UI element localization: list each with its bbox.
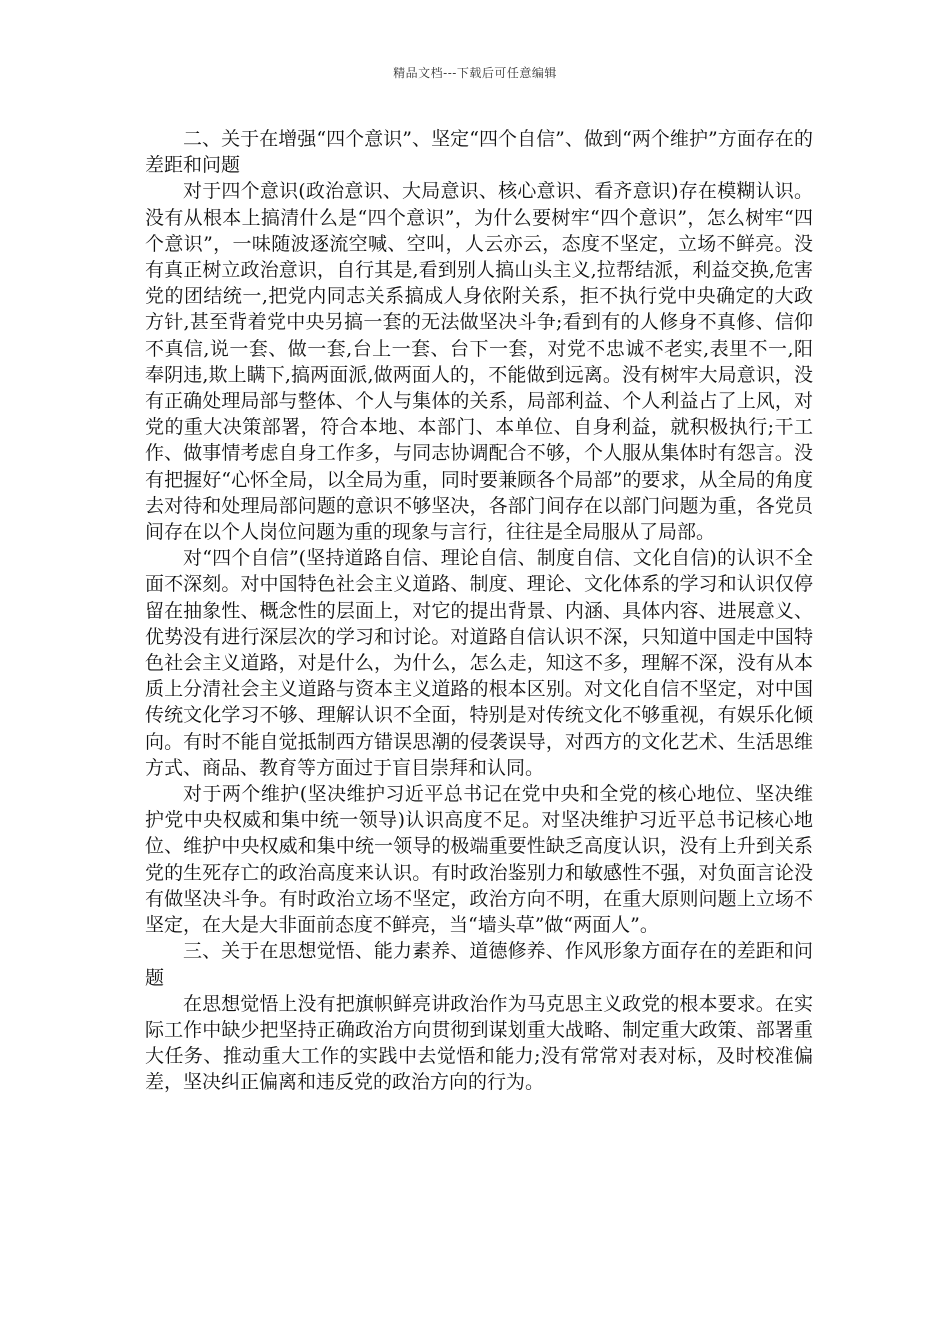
page-header-watermark: 精品文档---下载后可任意编辑 [393,66,557,80]
section-heading-three: 三、关于在思想觉悟、能力素养、道德修养、作风形象方面存在的差距和问题 [145,940,813,989]
paragraph-ideological-awareness: 在思想觉悟上没有把旗帜鲜亮讲政治作为马克思主义政党的根本要求。在实际工作中缺少把坚持正确政治方向贯彻到谋划重大战略、制定重大政策、部署重大任务、推动重大工作的实践中去觉悟和能力;没有常常对表对标，及时校准偏差，坚决纠正偏离和违反党的政治方向的行为。 [145,992,813,1094]
paragraph-four-confidences: 对“四个自信”(坚持道路自信、理论自信、制度自信、文化自信)的认识不全面不深刻。对中国特色社会主义道路、制度、理论、文化体系的学习和认识仅停留在抽象性、概念性的层面上，对它的提出背景、内涵、具体内容、进展意义、优势没有进行深层次的学习和讨论。对道路自信认识不深，只知道中国走中国特色社会主义道路，对是什么，为什么，怎么走，知这不多，理解不深，没有从本质上分清社会主义道路与资本主义道路的根本区别。对文化自信不坚定，对中国传统文化学习不够、理解认识不全面，特别是对传统文化不够重视，有娱乐化倾向。有时不能自觉抵制西方错误思潮的侵袭误导，对西方的文化艺术、生活思维方式、商品、教育等方面过于盲目崇拜和认同。 [145,547,813,779]
paragraph-four-consciousness: 对于四个意识(政治意识、大局意识、核心意识、看齐意识)存在模糊认识。没有从根本上搞清什么是“四个意识”，为什么要树牢“四个意识”，怎么树牢“四个意识”，一味随波逐流空喊、空叫，人云亦云，态度不坚定，立场不鲜亮。没有真正树立政治意识，自行其是,看到别人搞山头主义,拉帮结派，利益交换,危害党的团结统一,把党内同志关系搞成人身依附关系，拒不执行党中央确定的大政方针,甚至背着党中央另搞一套的无法做坚决斗争;看到有的人修身不真修、信仰不真信,说一套、做一套,台上一套、台下一套，对党不忠诚不老实,表里不一,阳奉阴违,欺上瞒下,搞两面派,做两面人的，不能做到远离。没有树牢大局意识，没有正确处理局部与整体、个人与集体的关系，局部利益、个人利益占了上风，对党的重大决策部署，符合本地、本部门、本单位、自身利益，就积极执行;干工作、做事情考虑自身工作多，与同志协调配合不够，个人服从集体时有怨言。没有把握好“心怀全局，以全局为重，同时要兼顾各个局部”的要求，从全局的角度去对待和处理局部问题的意识不够坚决，各部门间存在以部门问题为重，各党员间存在以个人岗位问题为重的现象与言行，往往是全局服从了局部。 [145,180,813,544]
document-body [145,126,813,1096]
paragraph-two-safeguards: 对于两个维护(坚决维护习近平总书记在党中央和全党的核心地位、坚决维护党中央权威和集中统一领导)认识高度不足。对坚决维护习近平总书记核心地位、维护中央权威和集中统一领导的极端重要性缺乏高度认识，没有上升到关系党的生死存亡的政治高度来认识。有时政治鉴别力和敏感性不强，对负面言论没有做坚决斗争。有时政治立场不坚定，政治方向不明，在重大原则问题上立场不坚定，在大是大非面前态度不鲜亮，当“墙头草”做“两面人”。 [145,783,813,937]
section-heading-two: 二、关于在增强“四个意识”、坚定“四个自信”、做到“两个维护”方面存在的差距和问题 [145,128,813,177]
